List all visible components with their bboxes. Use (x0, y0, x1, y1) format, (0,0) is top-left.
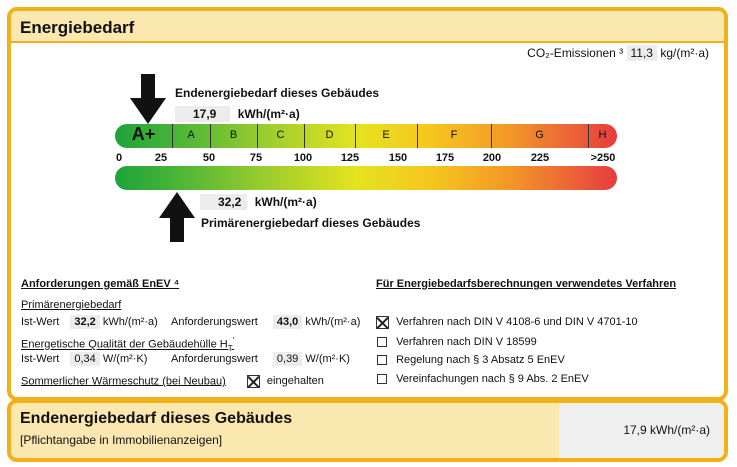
method-label: Regelung nach § 3 Absatz 5 EnEV (396, 354, 565, 366)
energy-class-e: E (382, 129, 390, 141)
scale-tick-label: 25 (154, 152, 168, 164)
method-item-din18599[interactable] (377, 336, 537, 348)
method-checkbox[interactable] (377, 337, 387, 347)
envelope-ist-label: Ist-Wert (21, 353, 60, 365)
co2-label: CO₂-Emissionen ³ (527, 46, 624, 60)
envelope-quality-sub: T (227, 343, 233, 353)
scale-tick-label: 100 (293, 152, 313, 164)
co2-unit: kg/(m²·a) (660, 46, 709, 60)
end-energy-label: Endenergiebedarf dieses Gebäudes (175, 86, 380, 100)
footer-subtitle: [Pflichtangabe in Immobilienanzeigen] (20, 433, 223, 447)
class-divider (491, 124, 492, 148)
page-title: Energiebedarf (20, 18, 135, 37)
method-checkbox[interactable] (377, 355, 387, 365)
envelope-quality-sup: ' (232, 336, 235, 345)
class-divider (172, 124, 173, 148)
class-divider (355, 124, 356, 148)
primary-ist-unit: kWh/(m²·a) (102, 316, 158, 328)
primary-energy-label: Primärenergiebedarf dieses Gebäudes (201, 216, 421, 230)
class-divider (417, 124, 418, 148)
summer-protection-checkbox[interactable] (247, 375, 260, 388)
method-checkbox[interactable] (377, 374, 387, 384)
primary-demand-row (21, 316, 158, 328)
energy-class-a-plus: A+ (131, 124, 156, 144)
method-label: Vereinfachungen nach § 9 Abs. 2 EnEV (396, 373, 589, 385)
class-divider (588, 124, 589, 148)
scale-tick-label: 75 (249, 152, 263, 164)
energy-class-d: D (325, 129, 334, 141)
energy-class-h: H (598, 129, 607, 141)
primary-energy-arrow-icon (157, 192, 197, 242)
primary-anf-unit: kWh/(m²·a) (305, 316, 361, 328)
method-item-din4108[interactable] (376, 316, 638, 329)
requirements-title: Anforderungen gemäß EnEV ⁴ (21, 278, 180, 290)
energy-class-f: F (450, 129, 458, 141)
primary-anf-value: 43,0 (273, 315, 302, 329)
method-label: Verfahren nach DIN V 18599 (396, 336, 537, 348)
envelope-ist-value: 0,34 (70, 352, 99, 366)
co2-emissions (527, 46, 709, 60)
footer-title: Endenergiebedarf dieses Gebäudes (20, 410, 293, 427)
scale-tick-label: 175 (435, 152, 455, 164)
footer-value: 17,9 kWh/(m²·a) (623, 423, 710, 437)
end-energy-unit: kWh/(m²·a) (237, 107, 300, 121)
class-divider (210, 124, 211, 148)
end-energy-arrow-icon (128, 74, 168, 124)
envelope-ist-unit: W/(m²·K) (102, 353, 148, 365)
primary-ist-label: Ist-Wert (21, 316, 60, 328)
method-item-regelung[interactable] (377, 354, 565, 366)
primary-energy-value: 32,2 (200, 194, 247, 210)
primary-requirement-row (171, 316, 360, 328)
envelope-ist-row (21, 353, 147, 365)
envelope-quality-title (21, 336, 234, 353)
primary-energy-unit: kWh/(m²·a) (254, 195, 317, 209)
energy-class-b: B (229, 129, 238, 141)
summer-protection-row (21, 375, 324, 388)
scale-tick-label: 50 (202, 152, 216, 164)
scale-tick-label: 150 (388, 152, 408, 164)
method-title: Für Energiebedarfsberechnungen verwendetes Verfahren (376, 278, 677, 290)
summer-protection-label: Sommerlicher Wärmeschutz (bei Neubau) (21, 375, 226, 388)
class-divider (257, 124, 258, 148)
energy-class-c: C (276, 129, 285, 141)
scale-tick-label: 125 (340, 152, 360, 164)
energy-class-g: G (535, 129, 544, 141)
end-energy-reading (175, 107, 300, 121)
class-divider (304, 124, 305, 148)
method-item-vereinfachungen[interactable] (377, 373, 589, 385)
method-label: Verfahren nach DIN V 4108-6 und DIN V 4701-10 (396, 316, 638, 329)
co2-value: 11,3 (627, 45, 657, 61)
envelope-requirement-row (171, 353, 350, 365)
energy-class-a: A (187, 129, 195, 141)
primary-energy-reading (200, 195, 317, 209)
envelope-anf-value: 0,39 (273, 352, 302, 366)
scale-tick-label: 225 (530, 152, 550, 164)
envelope-anf-label: Anforderungswert (171, 353, 258, 365)
primary-demand-title: Primärenergiebedarf (21, 299, 122, 311)
scale-tick-label: 0 (115, 152, 123, 164)
envelope-anf-unit: W/(m²·K) (305, 353, 350, 365)
method-checkbox-checked[interactable] (376, 316, 389, 329)
scale-tick-label: >250 (590, 152, 616, 164)
primary-ist-value: 32,2 (70, 315, 99, 329)
footer-panel (7, 399, 728, 462)
scale-tick-label: 200 (482, 152, 502, 164)
primary-anf-label: Anforderungswert (171, 316, 258, 328)
primary-energy-scale (115, 166, 617, 190)
envelope-quality-label: Energetische Qualität der Gebäudehülle H (21, 338, 228, 351)
summer-protection-value: eingehalten (266, 375, 324, 388)
end-energy-value: 17,9 (175, 106, 230, 122)
